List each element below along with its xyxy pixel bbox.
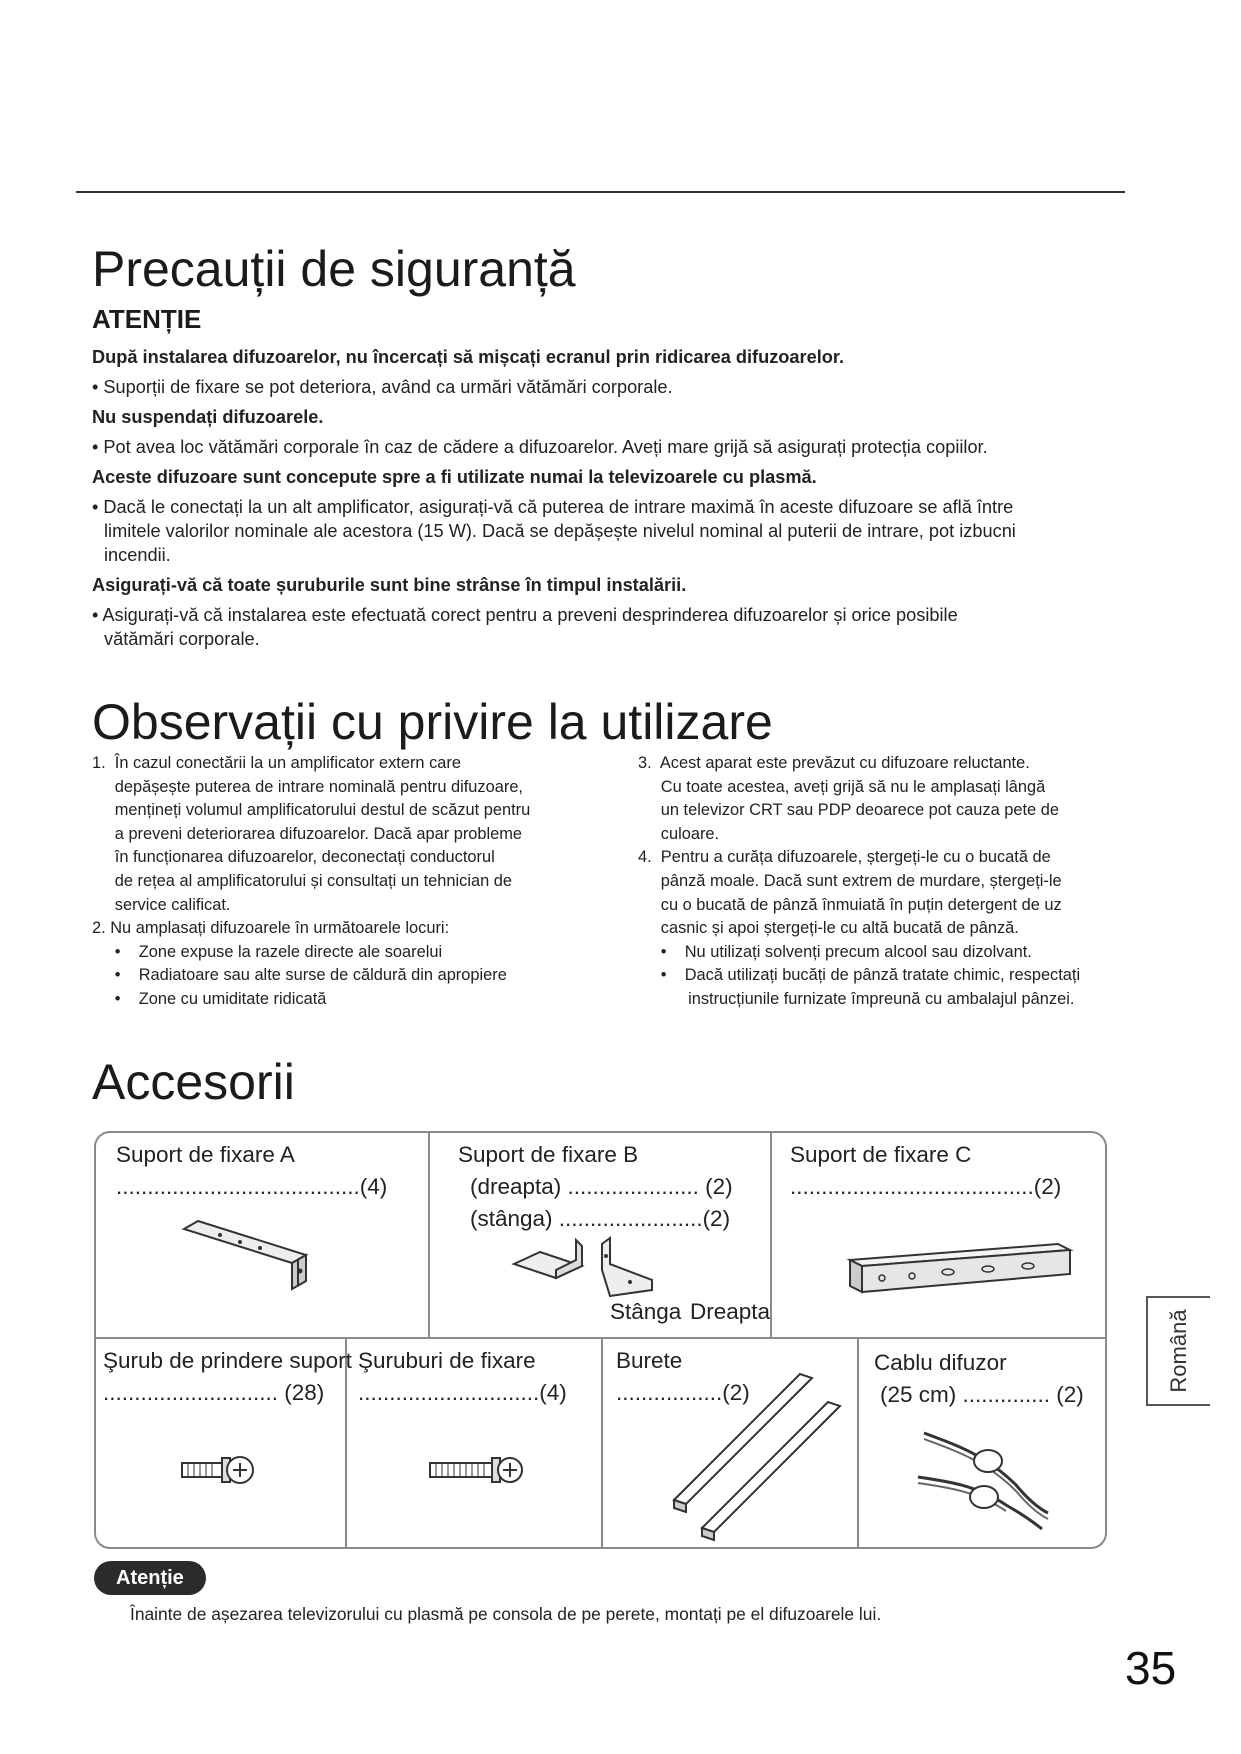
observation-line: • Zone cu umiditate ridicată (92, 989, 327, 1008)
observation-line: instrucțiunile furnizate împreună cu ambalajul pânzei. (638, 989, 1075, 1008)
safety-line: După instalarea difuzoarelor, nu încercați să mișcați ecranul prin ridicarea difuzoarelor. (92, 347, 845, 367)
observation-line: 2. Nu amplasați difuzoarele în următoarele locuri: (92, 919, 450, 938)
cable-qty: (25 cm) .............. (2) (880, 1382, 1084, 1407)
accessories-title: Accesorii (92, 1054, 295, 1110)
safety-text (92, 345, 1132, 651)
observation-line: pânză moale. Dacă sunt extrem de murdare, ștergeți-le (638, 871, 1062, 890)
observation-line: depășește puterea de intrare nominală pentru difuzoare, (92, 777, 523, 796)
observation-line: mențineți volumul amplificatorului destul de scăzut pentru (92, 801, 531, 820)
observations-title: Observații cu privire la utilizare (92, 694, 773, 750)
observation-line: 3. Acest aparat este prevăzut cu difuzoare reluctante. (638, 754, 1030, 772)
safety-line: Asigurați-vă că toate șuruburile sunt bine strânse în timpul instalării. (92, 575, 687, 595)
bracket-b-label-left: Stânga (610, 1299, 682, 1324)
safety-line: vătămări corporale. (104, 629, 260, 649)
cable-name: Cablu difuzor (874, 1350, 1007, 1375)
safety-title: Precauții de siguranță (92, 241, 576, 297)
observations-left-column (92, 752, 632, 1012)
bracket-b-left-qty: (stânga) .......................(2) (470, 1206, 731, 1231)
table-col-divider (428, 1132, 430, 1338)
bracket-b-right-qty: (dreapta) ..................... (2) (470, 1174, 733, 1199)
bracket-c-name: Suport de fixare C (790, 1142, 972, 1167)
screw-bracket-name: Şurub de prindere suport (103, 1348, 352, 1373)
top-rule (76, 191, 1125, 193)
page-number: 35 (1125, 1642, 1177, 1694)
observation-line: culoare. (638, 824, 720, 843)
observation-line: • Nu utilizați solvenți precum alcool sau dizolvant. (638, 942, 1032, 961)
safety-line: limitele valorilor nominale ale acestora (15 W). Dacă se depășește nivelul nominal al puterii de intrare, pot izbucni (104, 521, 1016, 541)
fixing-screws-qty: .............................(4) (358, 1380, 567, 1405)
fixing-screws-name: Şuruburi de fixare (358, 1348, 536, 1373)
sponge-name: Burete (616, 1348, 683, 1373)
bracket-a-name: Suport de fixare A (116, 1142, 295, 1167)
attention-text: Înainte de așezarea televizorului cu plasmă pe consola de pe perete, montați pe el difuzoarele lui. (130, 1604, 882, 1624)
observation-line: cu o bucată de pânză înmuiată în puțin detergent de uz (638, 895, 1062, 914)
observation-line: de rețea al amplificatorului și consultați un tehnician de (92, 871, 513, 890)
safety-line: incendii. (104, 545, 171, 565)
observations-right-column (638, 752, 1158, 1012)
screw-bracket-qty: ............................ (28) (103, 1380, 325, 1405)
observation-line: un televizor CRT sau PDP deoarece pot cauza pete de (638, 801, 1059, 820)
safety-line: • Asigurați-vă că instalarea este efectuată corect pentru a preveni desprinderea difuzoarelor și orice posibile (92, 605, 958, 625)
fixing-screw-illustration (428, 1452, 524, 1488)
observation-line: 4. Pentru a curăța difuzoarele, ștergeți-le cu o bucată de (638, 848, 1051, 867)
observation-line: • Radiatoare sau alte surse de căldură din apropiere (92, 966, 507, 985)
sponge-illustration (672, 1372, 852, 1542)
attention-badge: Atenție (94, 1561, 206, 1595)
observation-line: service calificat. (92, 895, 231, 914)
sponge-qty: .................(2) (616, 1380, 750, 1405)
warning-heading: ATENȚIE (92, 304, 202, 334)
bracket-b-illustration (510, 1234, 660, 1298)
bracket-a-qty: .......................................(4) (116, 1174, 388, 1199)
bracket-b-label-right: Dreapta (690, 1299, 771, 1324)
observation-line: casnic și apoi ștergeți-le cu altă bucată de pânză. (638, 919, 1019, 938)
safety-line: Nu suspendați difuzoarele. (92, 407, 324, 427)
language-tab-label: Română (1166, 1309, 1191, 1393)
observation-line: 1. În cazul conectării la un amplificator extern care (92, 754, 461, 772)
observation-line: • Zone expuse la razele directe ale soarelui (92, 942, 443, 961)
safety-line: • Suporții de fixare se pot deteriora, având ca urmări vătămări corporale. (92, 377, 673, 397)
bracket-b-name: Suport de fixare B (458, 1142, 639, 1167)
table-col-divider (857, 1338, 859, 1548)
bracket-a-illustration (180, 1215, 310, 1295)
observation-line: a preveni deteriorarea difuzoarelor. Dacă apar probleme (92, 824, 523, 843)
bracket-c-illustration (848, 1240, 1074, 1300)
screw-bracket-illustration (180, 1452, 256, 1488)
language-tab (1146, 1296, 1210, 1406)
table-col-divider (601, 1338, 603, 1548)
safety-line: • Dacă le conectați la un alt amplificator, asigurați-vă că puterea de intrare maximă în aceste difuzoare se află între (92, 497, 1014, 517)
table-col-divider (770, 1132, 772, 1338)
safety-line: Aceste difuzoare sunt concepute spre a fi utilizate numai la televizoarele cu plasmă. (92, 467, 817, 487)
observation-line: • Dacă utilizați bucăți de pânză tratate chimic, respectați (638, 966, 1081, 985)
speaker-cable-illustration (916, 1425, 1056, 1535)
safety-line: • Pot avea loc vătămări corporale în caz de cădere a difuzoarelor. Aveți mare grijă să asigurați protecția copiilor. (92, 437, 988, 457)
bracket-c-qty: .......................................(2) (790, 1174, 1062, 1199)
observation-line: Cu toate acestea, aveți grijă să nu le amplasați lângă (638, 777, 1046, 796)
observation-line: în funcționarea difuzoarelor, deconectați conductorul (92, 848, 495, 867)
